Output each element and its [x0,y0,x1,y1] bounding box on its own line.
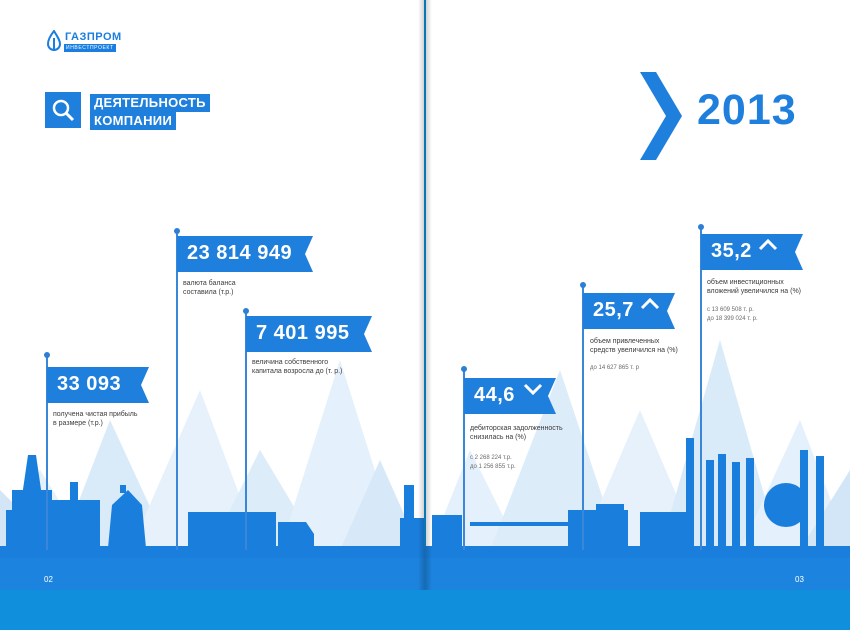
stat-flag [177,236,313,272]
chevron-up-icon [639,293,661,315]
flag-pole-knob [580,282,586,288]
stat-flag [583,293,675,329]
stat-value: 35,2 [711,240,752,262]
chevron-up-icon [757,234,779,256]
flag-pole-knob [44,352,50,358]
flag-pole-knob [243,308,249,314]
book-gutter [418,0,432,590]
stat-description: валюта баланса составила (т.р.) [183,280,236,296]
flag-pole-knob [698,224,704,230]
logo-brand: ГАЗПРОМ [65,31,122,43]
stat-description: объем инвестиционных вложений увеличился на (%) [707,279,802,295]
search-icon [45,92,81,128]
stat-value: 23 814 949 [187,242,293,264]
stat-range: с 2 268 224 т.р. до 1 256 855 т.р. [470,455,516,470]
chevron-right-icon [640,72,682,160]
page-number-right: 03 [795,575,804,584]
stat-flag [701,234,803,270]
stat-description: получена чистая прибыль в размере (т.р.) [53,411,138,427]
section-title-line1: ДЕЯТЕЛЬНОСТЬ [90,94,210,112]
section-title-line2: КОМПАНИИ [90,112,176,130]
flame-icon [45,30,63,52]
flag-pole-knob [461,366,467,372]
stat-flag [246,316,372,352]
chevron-down-icon [522,378,544,400]
stat-description: дебиторская задолженность снизилась на (%) [470,425,563,441]
stat-range: с 13 609 508 т. р. до 18 399 024 т. р. [707,307,758,322]
flag-pole [700,228,702,550]
flag-pole [176,232,178,550]
stat-value: 7 401 995 [256,322,350,344]
page-number-left: 02 [44,575,53,584]
stat-description: объем привлеченных средств увеличился на (%) [590,338,678,354]
stat-value: 33 093 [57,373,122,395]
stat-value: 44,6 [474,384,515,406]
logo-subtitle: ИНВЕСТПРОЕКТ [66,45,114,51]
report-year: 2013 [697,86,797,134]
flag-pole-knob [174,228,180,234]
stat-value: 25,7 [593,299,634,321]
stat-flag [464,378,556,414]
stat-range: до 14 627 865 т. р [590,365,639,371]
stat-flag [47,367,149,403]
stat-description: величина собственного капитала возросла до (т. р.) [252,359,343,375]
